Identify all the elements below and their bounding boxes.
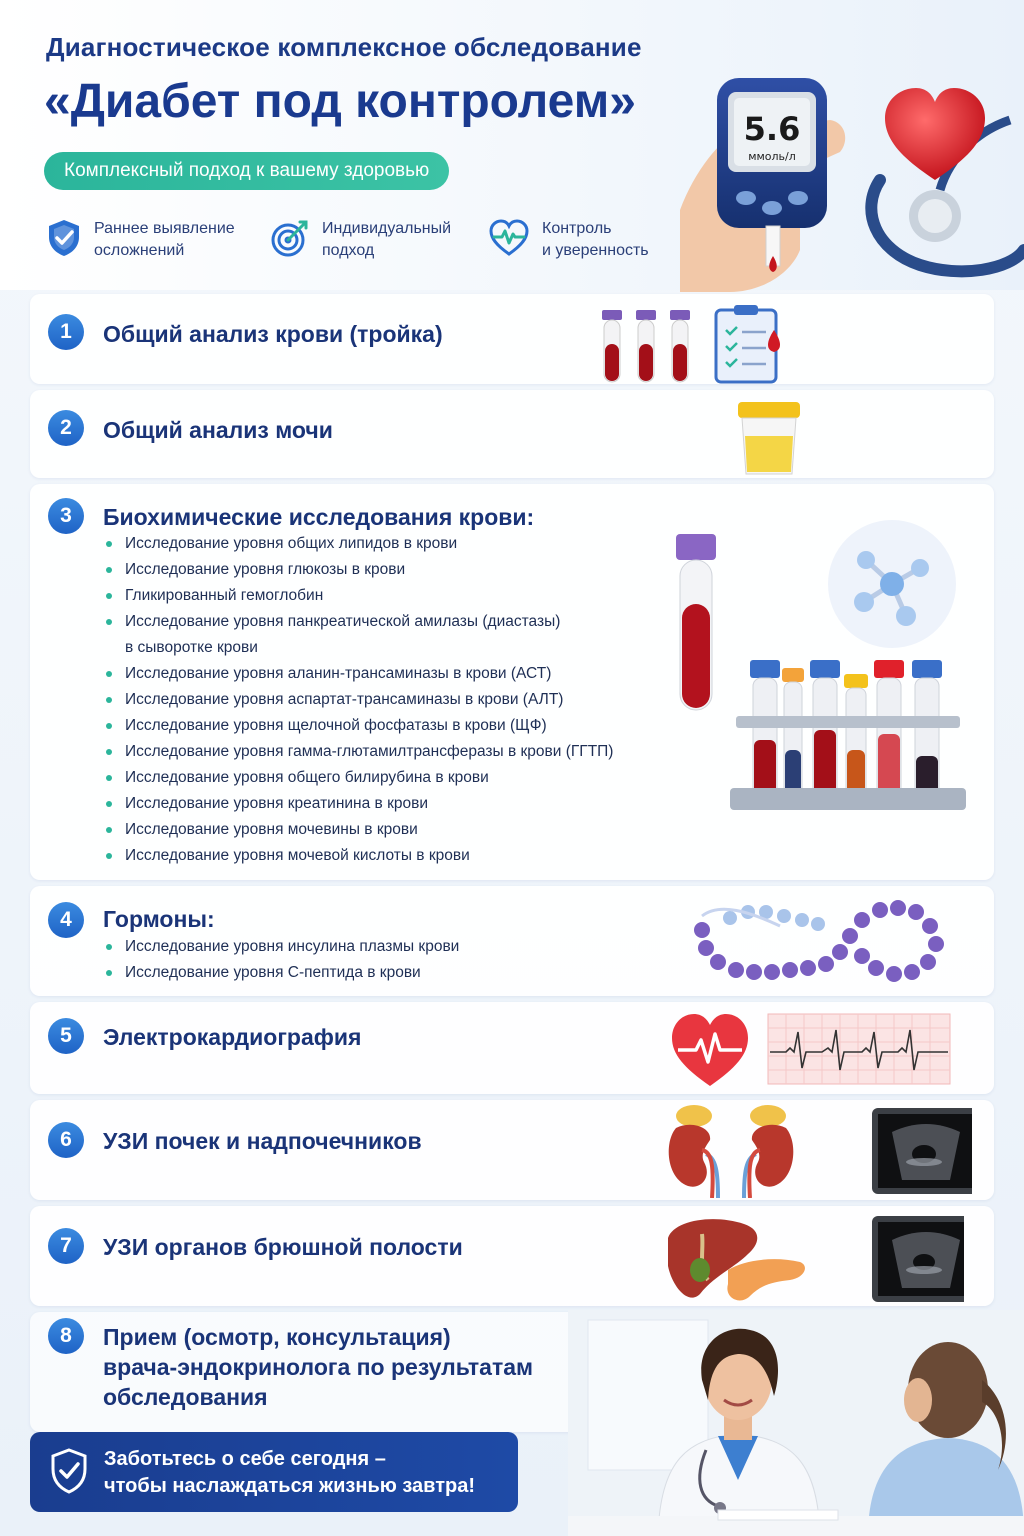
- shield-check-icon: [50, 1448, 88, 1494]
- exam-card-1: [30, 294, 994, 384]
- meter-unit: ммоль/л: [748, 150, 796, 163]
- hormone-test-list: [103, 934, 459, 986]
- exam-title: Гормоны:: [103, 906, 215, 932]
- biochem-test-list: [103, 531, 613, 869]
- list-item: Исследование уровня мочевой кислоты в крови: [103, 843, 613, 869]
- tagline-badge: Комплексный подход к вашему здоровью: [44, 152, 449, 190]
- list-item: Гликированный гемоглобин: [103, 583, 613, 609]
- urine-container-icon: [730, 398, 810, 478]
- step-number-badge: 5: [48, 1018, 84, 1054]
- exam-title: Прием (осмотр, консультация) врача-эндокринолога по результатам обследования: [103, 1324, 534, 1410]
- exam-title: УЗИ органов брюшной полости: [103, 1234, 463, 1260]
- list-item: Исследование уровня мочевины в крови: [103, 817, 613, 843]
- step-number-badge: 6: [48, 1122, 84, 1158]
- list-item: Исследование уровня глюкозы в крови: [103, 557, 613, 583]
- meter-reading: 5.6: [743, 110, 801, 148]
- exam-title: Биохимические исследования крови:: [103, 504, 535, 530]
- ecg-heart-icon: [670, 1012, 960, 1088]
- step-number-badge: 8: [48, 1318, 84, 1354]
- kidneys-ultrasound-icon: [662, 1102, 972, 1198]
- blood-tubes-clipboard-icon: [590, 300, 820, 384]
- page-subtitle: Диагностическое комплексное обследование: [46, 32, 642, 62]
- list-item: Исследование уровня щелочной фосфатазы в крови (ЩФ): [103, 713, 613, 739]
- step-number-badge: 1: [48, 314, 84, 350]
- list-item: Исследование уровня инсулина плазмы крови: [103, 934, 459, 960]
- exam-card-6: [30, 1100, 994, 1200]
- footer-banner: [30, 1432, 518, 1512]
- exam-card-5: [30, 1002, 994, 1094]
- list-item: Исследование уровня аспартат-трансаминазы в крови (АЛТ): [103, 687, 613, 713]
- exam-card-2: [30, 390, 994, 478]
- list-item: Исследование уровня гамма-глютамилтрансферазы в крови (ГГТП): [103, 739, 613, 765]
- exam-title: Общий анализ мочи: [103, 417, 333, 443]
- glucometer-illustration: [680, 60, 1024, 292]
- header: [0, 0, 1024, 290]
- exam-card-3: [30, 484, 994, 880]
- doctor-consultation-illustration: [568, 1310, 1024, 1536]
- exam-title: УЗИ почек и надпочечников: [103, 1128, 422, 1154]
- list-item: Исследование уровня аланин-трансаминазы в крови (АСТ): [103, 661, 613, 687]
- exam-title: Электрокардиография: [103, 1024, 362, 1050]
- benefit-control: [488, 218, 649, 262]
- liver-pancreas-ultrasound-icon: [664, 1210, 964, 1306]
- list-item: Исследование уровня креатинина в крови: [103, 791, 613, 817]
- step-number-badge: 2: [48, 410, 84, 446]
- step-number-badge: 3: [48, 498, 84, 534]
- benefit-label: Раннее выявление осложнений: [94, 220, 235, 259]
- benefit-label: Контроль и уверенность: [542, 220, 649, 259]
- list-item: Исследование уровня общих липидов в крови: [103, 531, 613, 557]
- shield-check-icon: [46, 218, 82, 258]
- target-icon: [270, 218, 310, 258]
- list-item-continuation: в сыворотке крови: [125, 639, 258, 656]
- benefit-label: Индивидуальный подход: [322, 220, 452, 259]
- benefit-early-detection: [46, 218, 235, 262]
- list-item: Исследование уровня С-пептида в крови: [103, 960, 459, 986]
- page-title: «Диабет под контролем»: [44, 75, 636, 128]
- exam-card-4: [30, 886, 994, 996]
- biochem-tubes-molecule-icon: [670, 520, 970, 820]
- benefit-individual: [270, 218, 451, 262]
- heart-pulse-icon: [488, 218, 530, 258]
- insulin-molecule-icon: [690, 892, 950, 992]
- footer-slogan: Заботьтесь о себе сегодня – чтобы наслаждаться жизнью завтра!: [104, 1448, 475, 1497]
- exam-card-7: [30, 1206, 994, 1306]
- step-number-badge: 4: [48, 902, 84, 938]
- exam-title: Общий анализ крови (тройка): [103, 321, 443, 347]
- step-number-badge: 7: [48, 1228, 84, 1264]
- list-item: Исследование уровня общего билирубина в крови: [103, 765, 613, 791]
- list-item: Исследование уровня панкреатической амилазы (диастазы): [103, 609, 613, 635]
